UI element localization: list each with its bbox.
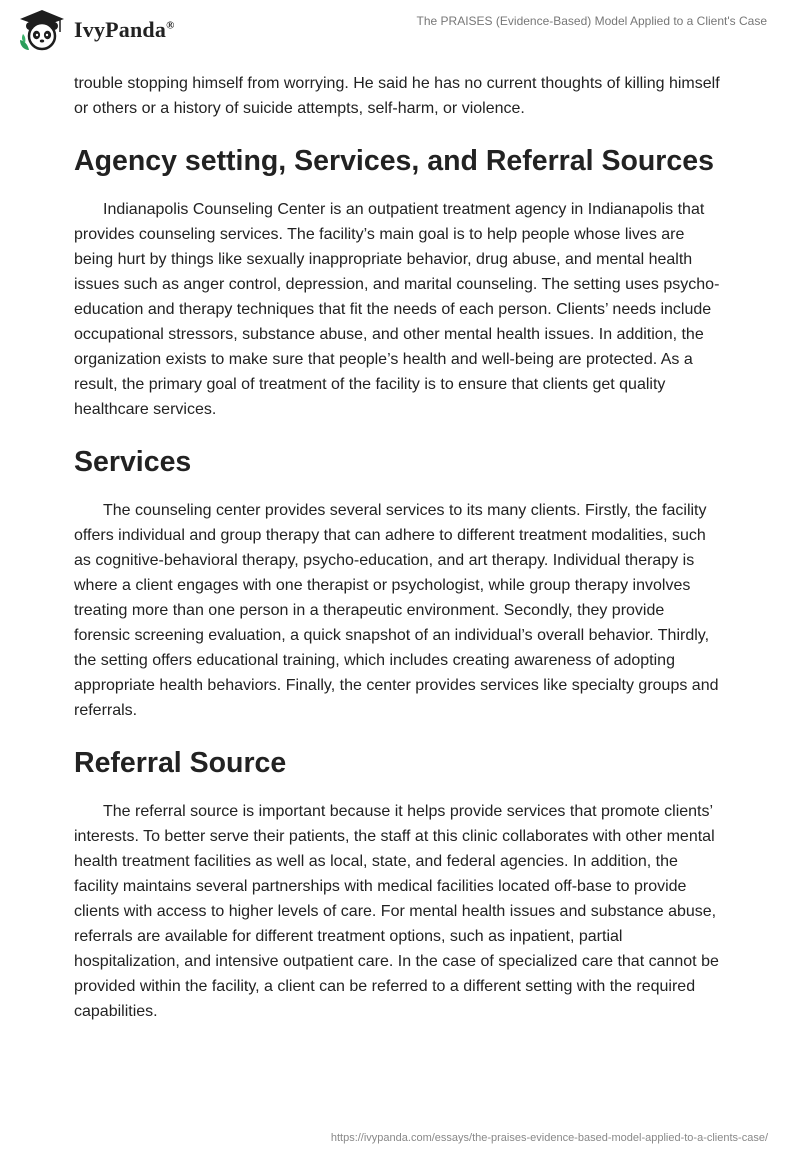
ivypanda-logo[interactable]: [16, 8, 175, 52]
page-header: [0, 0, 800, 70]
registered-mark: ®: [166, 19, 175, 32]
brand-name: IvyPanda®: [74, 17, 175, 42]
article-body: [74, 71, 724, 1024]
section-heading-referral-source: Referral Source: [74, 747, 287, 779]
document-title: The PRAISES (Evidence-Based) Model Applied to a Client's Case: [416, 14, 767, 28]
panda-logo-icon: [16, 8, 68, 52]
agency-setting-paragraph: Indianapolis Counseling Center is an outpatient treatment agency in Indianapolis that provides counseling services. The facility’s main goal is to help people whose lives are being hurt by things like sexually inappropriate behavior, drug abuse, and mental health issues such as anger control, depression, and marital counseling. The setting uses psycho-education and therapy techniques that fit the needs of each person. Clients’ needs include occupational stressors, substance abuse, and other mental health issues. In addition, the organization exists to make sure that people’s health and well-being are protected. As a result, the primary goal of treatment of the facility is to ensure that clients get quality healthcare services.: [74, 201, 720, 418]
section-heading-agency-setting: Agency setting, Services, and Referral Sources: [74, 145, 714, 177]
section-heading-services: Services: [74, 446, 192, 478]
intro-paragraph: trouble stopping himself from worrying. He said he has no current thoughts of killing himself or others or a history of suicide attempts, self-harm, or violence.: [74, 75, 720, 117]
source-url[interactable]: https://ivypanda.com/essays/the-praises-evidence-based-model-applied-to-a-clients-case/: [330, 1132, 768, 1144]
referral-source-paragraph: The referral source is important because it helps provide services that promote clients’ interests. To better serve their patients, the staff at this clinic collaborates with other mental health treatment facilities as well as local, state, and federal agencies. In addition, the facility maintains several partnerships with medical facilities located off-base to provide clients with access to higher levels of care. For mental health issues and substance abuse, referrals are available for different treatment options, such as inpatient, partial hospitalization, and intensive outpatient care. In the case of specialized care that cannot be provided within the facility, a client can be referred to a different setting with the required capabilities.: [74, 803, 719, 1020]
services-paragraph: The counseling center provides several services to its many clients. Firstly, the facility offers individual and group therapy that can adhere to different treatment modalities, such as cognitive-behavioral therapy, psycho-education, and art therapy. Individual therapy is where a client engages with one therapist or psychologist, while group therapy involves treating more than one person in a therapeutic environment. Secondly, they provide forensic screening evaluation, a quick snapshot of an individual’s overall behavior. Thirdly, the setting offers educational training, which includes creating awareness of adopting appropriate health behaviors. Finally, the center provides services like specialty groups and referrals.: [74, 502, 719, 719]
